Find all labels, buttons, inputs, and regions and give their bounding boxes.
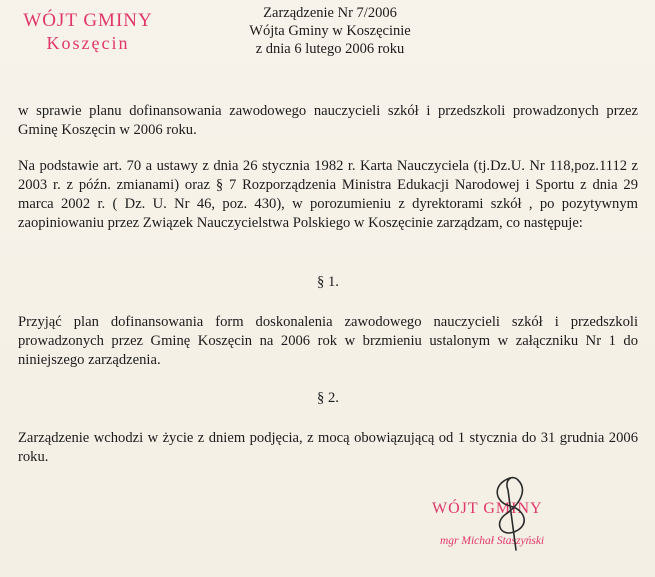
- signature-stamp: WÓJT GMINY: [432, 500, 543, 517]
- header-title: Zarządzenie Nr 7/2006: [263, 5, 397, 21]
- stamp-line-title: WÓJT GMINY: [23, 10, 153, 31]
- section-1-mark: § 1.: [317, 274, 339, 290]
- header-date: z dnia 6 lutego 2006 roku: [255, 41, 405, 57]
- handwritten-signature: [480, 470, 550, 560]
- subject-paragraph: w sprawie planu dofinansowania zawodowego nauczycieli szkół i przedszkoli prowadzonych przez Gminę Koszęcin w 2006 roku.: [18, 103, 638, 138]
- section-1-text: Przyjąć plan dofinansowania form doskonalenia zawodowego nauczycieli szkół i przedszkoli prowadzonych przez Gminę Koszęcin na 2006 rok w brzmieniu ustalonym w załączniku Nr 1 do niniejszego zarządzenia.: [18, 314, 638, 368]
- office-stamp: [8, 10, 168, 54]
- section-2-text: Zarządzenie wchodzi w życie z dniem podjęcia, z mocą obowiązującą od 1 stycznia do 31 grudnia 2006 roku.: [18, 430, 638, 465]
- section-2-mark: § 2.: [317, 390, 339, 406]
- document-header: [190, 4, 470, 58]
- stamp-line-place: Koszęcin: [46, 33, 130, 53]
- header-authority: Wójta Gminy w Koszęcinie: [249, 23, 411, 39]
- legal-basis-paragraph: Na podstawie art. 70 a ustawy z dnia 26 stycznia 1982 r. Karta Nauczyciela (tj.Dz.U. Nr 118,poz.1112 z 2003 r. z późn. zmianami) oraz § 7 Rozporządzenia Ministra Edukacji Narodowej i Sportu z dnia 29 marca 2002 r. ( Dz. U. Nr 46, poz. 430), w porozumieniu z dyrektorami szkół , po pozytywnym zaopiniowaniu przez Związek Nauczycielstwa Polskiego w Koszęcinie zarządzam, co następuje:: [18, 158, 638, 231]
- signatory-name: mgr Michał Staszyński: [440, 535, 545, 547]
